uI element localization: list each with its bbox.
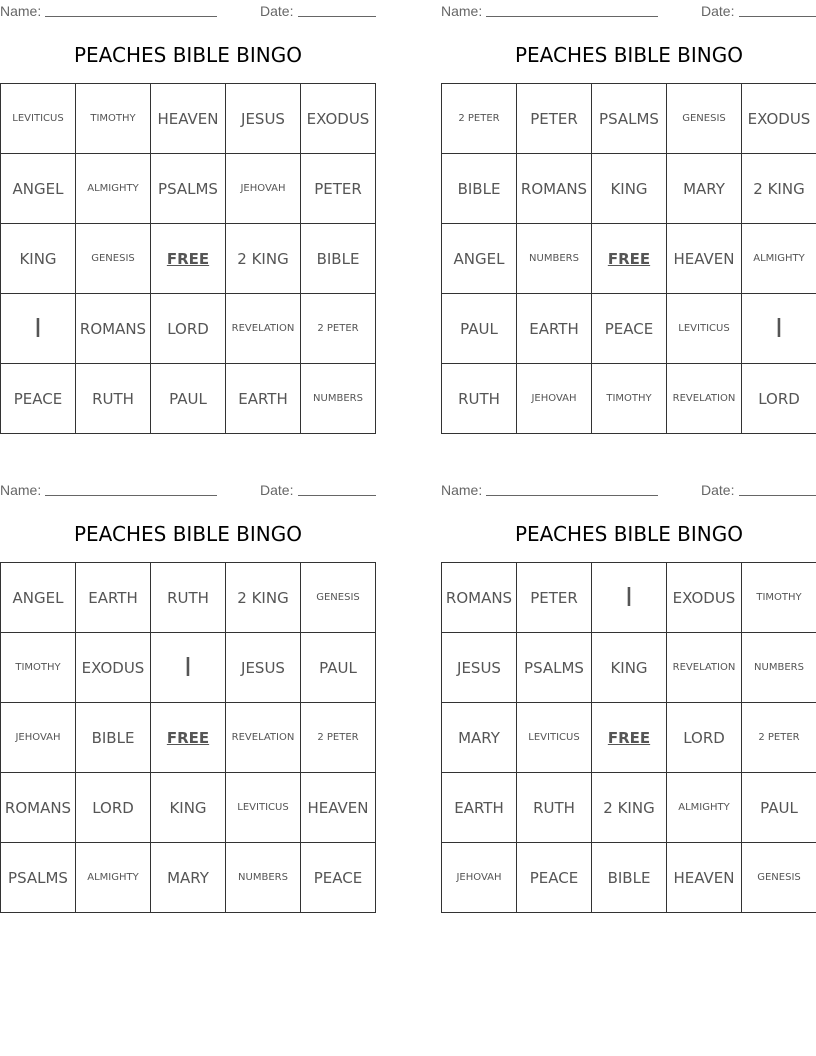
bingo-cell: EARTH <box>517 294 592 364</box>
bingo-cell: HEAVEN <box>301 773 376 843</box>
name-line <box>45 16 217 17</box>
bingo-cell: ROMANS <box>442 563 517 633</box>
bingo-cell: ALMIGHTY <box>76 843 151 913</box>
bingo-row <box>442 294 816 364</box>
date-line <box>298 495 376 496</box>
name-date-row <box>441 3 816 19</box>
bingo-cell: JEHOVAH <box>226 154 301 224</box>
bingo-cell: PETER <box>517 84 592 154</box>
bingo-cell: GENESIS <box>667 84 742 154</box>
bingo-row <box>1 224 376 294</box>
bingo-cell: KING <box>151 773 226 843</box>
bingo-cell: ROMANS <box>517 154 592 224</box>
bingo-cell: MARY <box>667 154 742 224</box>
name-label: Name: <box>0 482 42 498</box>
bingo-cell: REVELATION <box>667 633 742 703</box>
bingo-cell: REVELATION <box>667 364 742 434</box>
bingo-cell: PAUL <box>301 633 376 703</box>
bingo-cell: GENESIS <box>742 843 816 913</box>
bingo-cell: 2 PETER <box>442 84 517 154</box>
bingo-cell: EARTH <box>442 773 517 843</box>
card-title: PEACHES BIBLE BINGO <box>73 522 303 546</box>
bingo-cell: RUTH <box>517 773 592 843</box>
bingo-row <box>1 843 376 913</box>
name-line <box>45 495 217 496</box>
bingo-cell: BIBLE <box>442 154 517 224</box>
bingo-cell: BIBLE <box>301 224 376 294</box>
bingo-cell: 2 KING <box>592 773 667 843</box>
bingo-cell: 2 KING <box>226 224 301 294</box>
bingo-row <box>1 633 376 703</box>
bingo-cell: ALMIGHTY <box>667 773 742 843</box>
bingo-row <box>442 563 816 633</box>
bingo-cell: PETER <box>301 154 376 224</box>
bingo-card <box>441 0 816 440</box>
bingo-cell: 2 KING <box>226 563 301 633</box>
bingo-grid <box>441 83 816 434</box>
bingo-cell: BIBLE <box>76 703 151 773</box>
bingo-row <box>442 773 816 843</box>
bingo-cell: LORD <box>151 294 226 364</box>
bingo-cell: ROMANS <box>1 773 76 843</box>
bingo-cell: EXODUS <box>667 563 742 633</box>
bingo-row <box>1 294 376 364</box>
bingo-cell: ANGEL <box>442 224 517 294</box>
bingo-cell: JEHOVAH <box>517 364 592 434</box>
bingo-cell: LORD <box>76 773 151 843</box>
date-label: Date: <box>260 3 294 19</box>
bingo-cell: KING <box>1 224 76 294</box>
date-line <box>739 16 816 17</box>
bingo-cell: TIMOTHY <box>1 633 76 703</box>
bingo-cell: LEVITICUS <box>667 294 742 364</box>
bingo-cell: BIBLE <box>592 843 667 913</box>
bingo-row <box>1 364 376 434</box>
bingo-row <box>1 154 376 224</box>
name-label: Name: <box>441 482 483 498</box>
bingo-cell: REVELATION <box>226 294 301 364</box>
name-date-row <box>0 3 376 19</box>
bingo-cell: I <box>151 633 226 703</box>
bingo-cell: NUMBERS <box>301 364 376 434</box>
bingo-row <box>442 843 816 913</box>
bingo-row <box>1 773 376 843</box>
date-label: Date: <box>701 3 735 19</box>
card-title: PEACHES BIBLE BINGO <box>514 522 744 546</box>
bingo-cell: JEHOVAH <box>1 703 76 773</box>
bingo-cell: PETER <box>517 563 592 633</box>
bingo-cell: EXODUS <box>742 84 816 154</box>
bingo-cell: GENESIS <box>301 563 376 633</box>
bingo-row <box>1 703 376 773</box>
date-label: Date: <box>260 482 294 498</box>
bingo-row <box>442 364 816 434</box>
bingo-grid <box>0 562 376 913</box>
name-label: Name: <box>441 3 483 19</box>
card-title: PEACHES BIBLE BINGO <box>514 43 744 67</box>
bingo-cell: LEVITICUS <box>517 703 592 773</box>
bingo-cell: REVELATION <box>226 703 301 773</box>
bingo-cell: JEHOVAH <box>442 843 517 913</box>
bingo-cell: MARY <box>151 843 226 913</box>
name-date-row <box>441 482 816 498</box>
bingo-cell: HEAVEN <box>151 84 226 154</box>
bingo-cell: TIMOTHY <box>592 364 667 434</box>
free-space-cell: FREE <box>592 703 667 773</box>
bingo-cell: ANGEL <box>1 154 76 224</box>
date-label: Date: <box>701 482 735 498</box>
bingo-cell: LEVITICUS <box>1 84 76 154</box>
bingo-cell: NUMBERS <box>742 633 816 703</box>
bingo-row <box>442 224 816 294</box>
bingo-cell: PAUL <box>151 364 226 434</box>
bingo-cell: MARY <box>442 703 517 773</box>
bingo-cell: KING <box>592 154 667 224</box>
name-line <box>486 16 658 17</box>
name-label: Name: <box>0 3 42 19</box>
free-space-cell: FREE <box>151 703 226 773</box>
bingo-row <box>442 633 816 703</box>
bingo-cell: EARTH <box>226 364 301 434</box>
bingo-card <box>441 479 816 919</box>
bingo-cell: TIMOTHY <box>742 563 816 633</box>
bingo-cell: RUTH <box>442 364 517 434</box>
name-line <box>486 495 658 496</box>
bingo-cell: 2 PETER <box>301 294 376 364</box>
bingo-row <box>1 563 376 633</box>
bingo-cell: EXODUS <box>301 84 376 154</box>
bingo-cell: I <box>592 563 667 633</box>
bingo-cell: PSALMS <box>592 84 667 154</box>
bingo-cell: 2 PETER <box>742 703 816 773</box>
bingo-cell: JESUS <box>226 633 301 703</box>
bingo-cell: I <box>1 294 76 364</box>
bingo-cell: ANGEL <box>1 563 76 633</box>
bingo-row <box>1 84 376 154</box>
bingo-cell: PAUL <box>742 773 816 843</box>
free-space-cell: FREE <box>592 224 667 294</box>
bingo-cell: PSALMS <box>151 154 226 224</box>
bingo-cell: PSALMS <box>517 633 592 703</box>
bingo-cell: RUTH <box>76 364 151 434</box>
bingo-cell: EARTH <box>76 563 151 633</box>
bingo-cell: 2 PETER <box>301 703 376 773</box>
bingo-row <box>442 154 816 224</box>
bingo-cell: PEACE <box>592 294 667 364</box>
bingo-cell: I <box>742 294 816 364</box>
bingo-cell: ALMIGHTY <box>742 224 816 294</box>
bingo-cell: HEAVEN <box>667 224 742 294</box>
bingo-cell: PEACE <box>1 364 76 434</box>
bingo-cell: EXODUS <box>76 633 151 703</box>
bingo-cell: PSALMS <box>1 843 76 913</box>
bingo-row <box>442 84 816 154</box>
bingo-cell: PEACE <box>517 843 592 913</box>
bingo-cell: LORD <box>742 364 816 434</box>
date-line <box>298 16 376 17</box>
bingo-cell: ROMANS <box>76 294 151 364</box>
card-title: PEACHES BIBLE BINGO <box>73 43 303 67</box>
bingo-cell: ALMIGHTY <box>76 154 151 224</box>
bingo-card <box>0 0 376 440</box>
bingo-cell: LEVITICUS <box>226 773 301 843</box>
date-line <box>739 495 816 496</box>
bingo-cell: RUTH <box>151 563 226 633</box>
bingo-cell: 2 KING <box>742 154 816 224</box>
bingo-cell: GENESIS <box>76 224 151 294</box>
bingo-cell: NUMBERS <box>517 224 592 294</box>
bingo-cell: JESUS <box>442 633 517 703</box>
bingo-cell: PAUL <box>442 294 517 364</box>
bingo-grid <box>0 83 376 434</box>
free-space-cell: FREE <box>151 224 226 294</box>
bingo-cell: LORD <box>667 703 742 773</box>
bingo-cell: PEACE <box>301 843 376 913</box>
bingo-cell: KING <box>592 633 667 703</box>
bingo-cell: JESUS <box>226 84 301 154</box>
name-date-row <box>0 482 376 498</box>
bingo-cell: NUMBERS <box>226 843 301 913</box>
bingo-grid <box>441 562 816 913</box>
bingo-cell: TIMOTHY <box>76 84 151 154</box>
bingo-row <box>442 703 816 773</box>
bingo-cell: HEAVEN <box>667 843 742 913</box>
bingo-card <box>0 479 376 919</box>
